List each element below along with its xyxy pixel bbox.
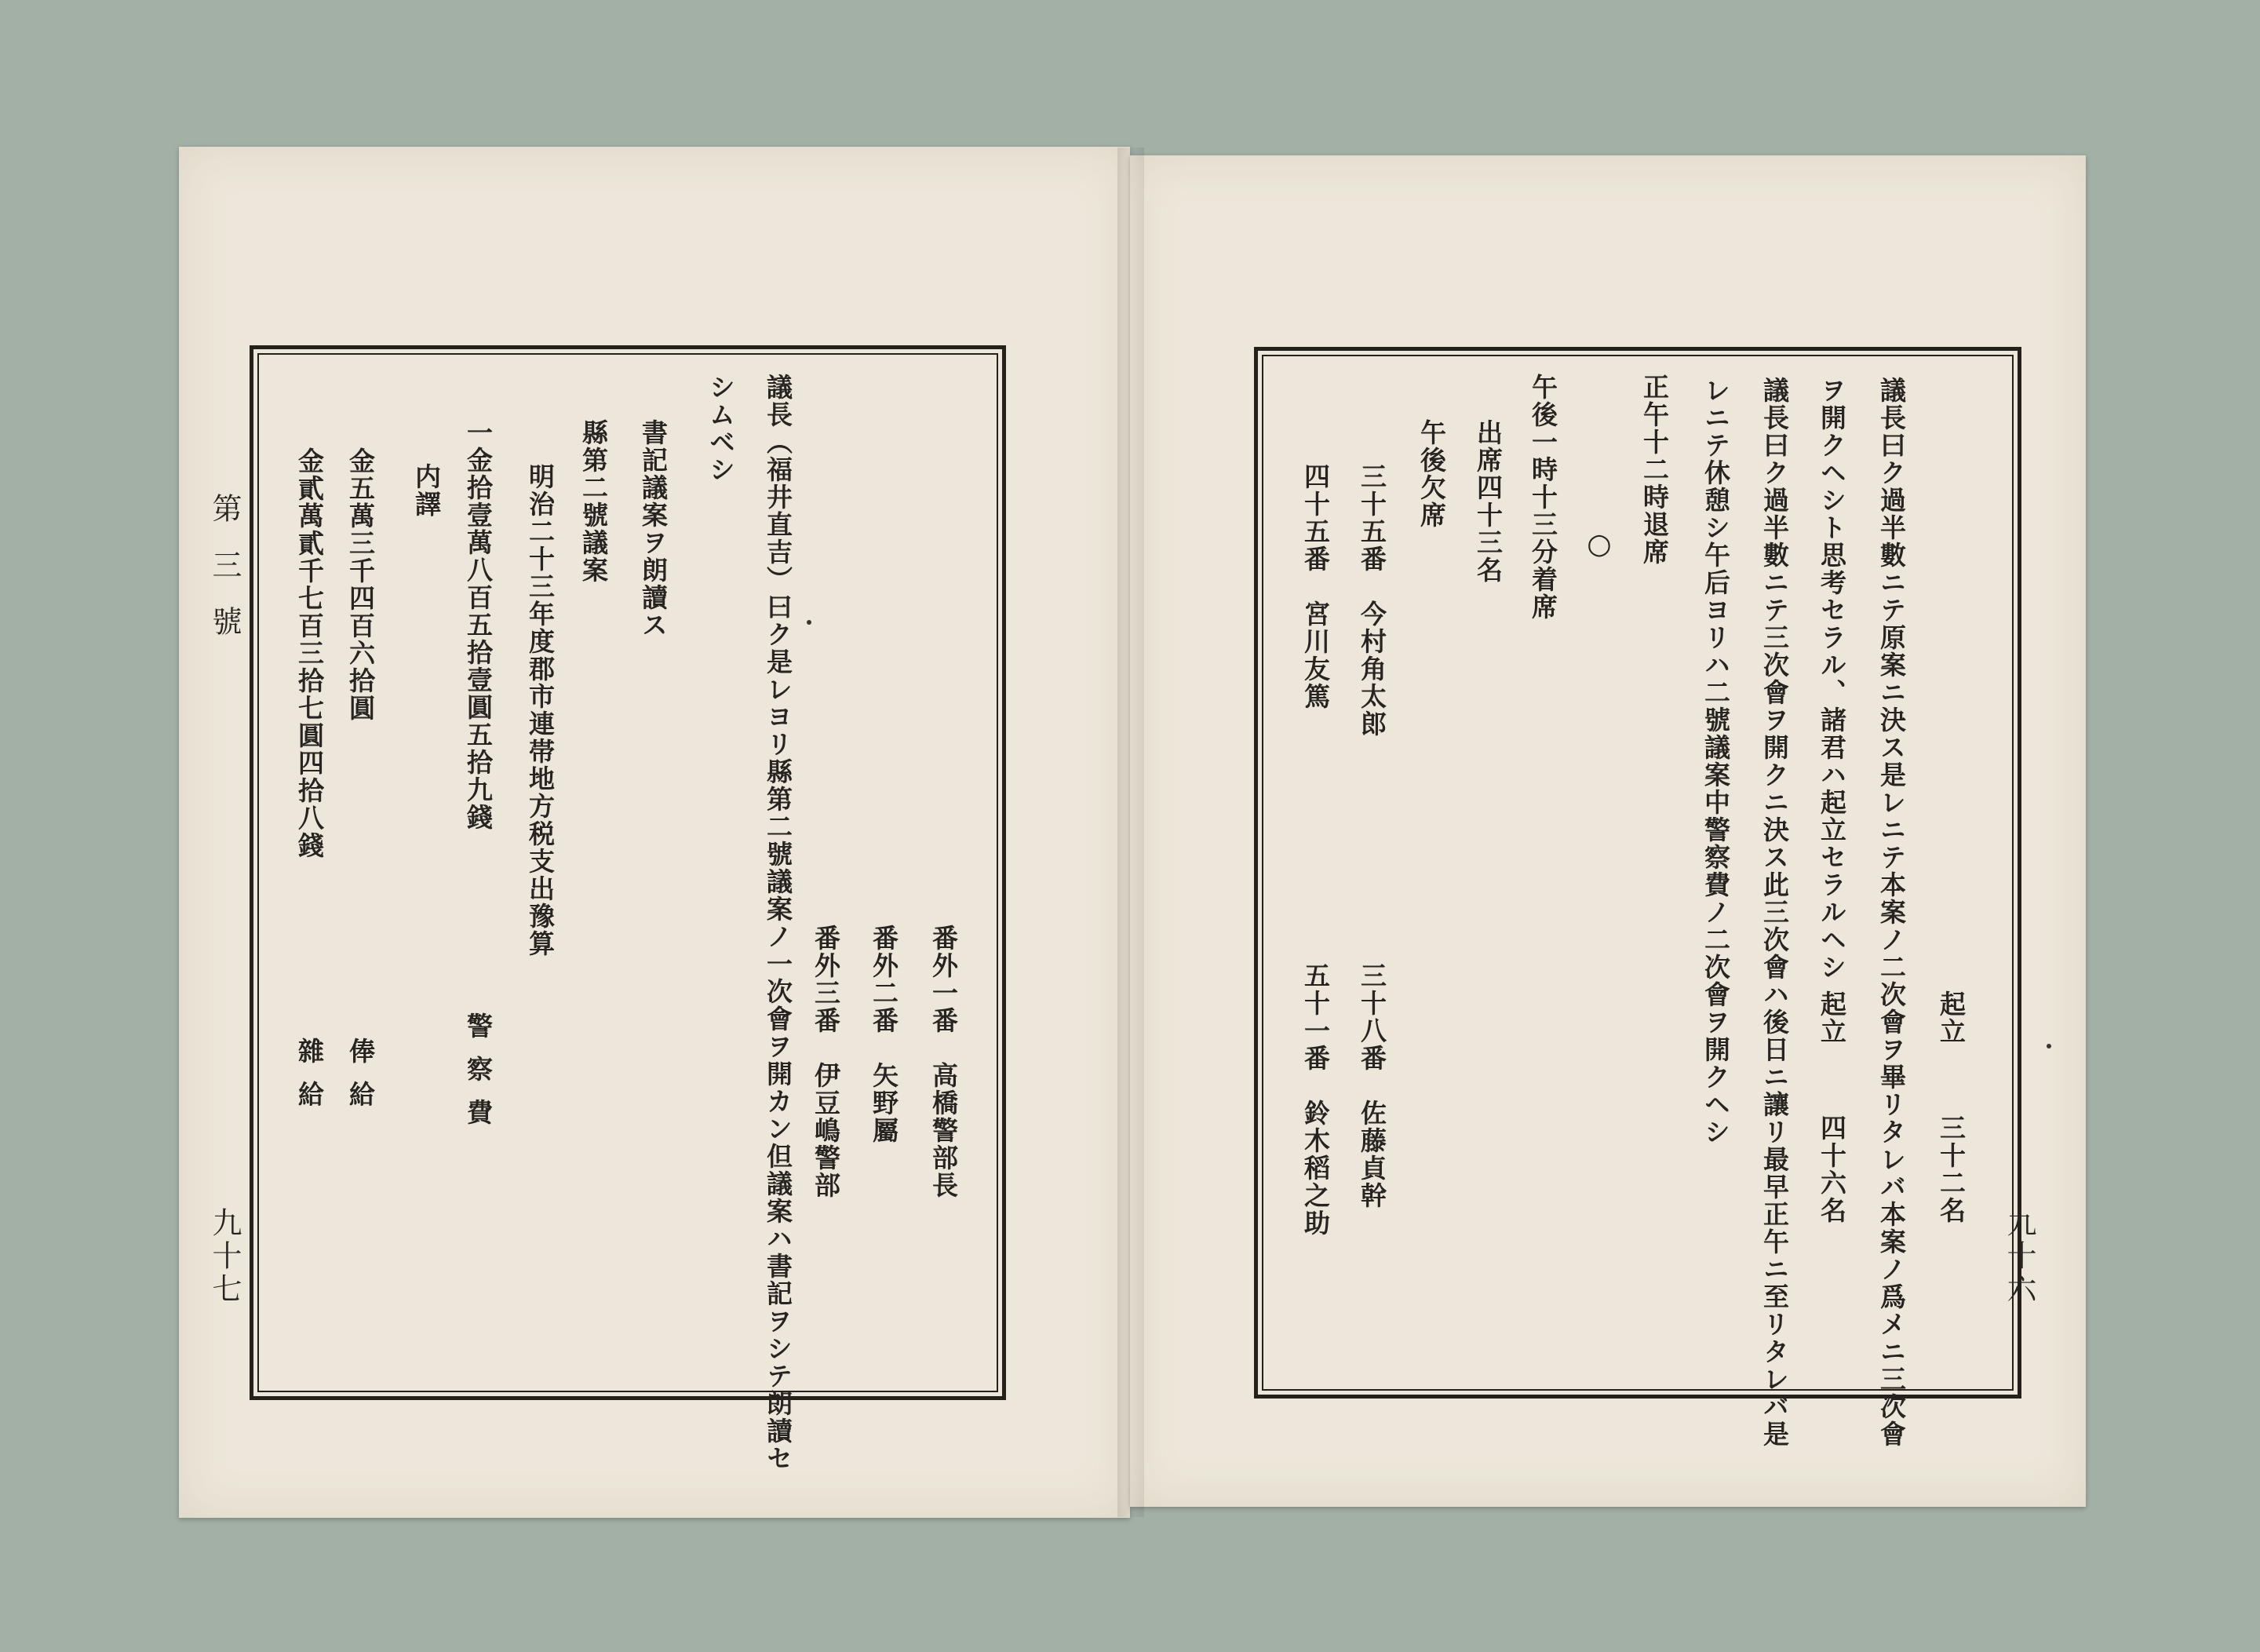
right-col-11: 午後一時十三分着席 [1528,374,1558,621]
right-col-15: 三十八番 佐藤貞幹 [1357,962,1387,1209]
page-number-left: 九十七 [207,1207,242,1306]
ink-speck [2047,1044,2051,1048]
left-col-9: 一金拾壹萬八百五拾壹圓五拾九錢 [463,419,494,831]
right-col-14: 三十五番 今村角太郎 [1357,463,1387,738]
left-col-10: 警察費 [463,1012,494,1142]
right-col-7: 議長曰ク過半數ニテ三次會ヲ開クニ決ス此三次會ハ後日ニ讓リ最早正午ニ至リタレバ是 [1759,377,1790,1448]
right-col-16: 四十五番 宮川友篤 [1300,463,1331,710]
left-col-6: 書記議案ヲ朗讀ス [638,419,669,639]
right-col-13: 午後欠席 [1416,419,1447,529]
right-col-5: 起立 [1817,990,1847,1045]
right-col-1: 起立 [1936,990,1967,1045]
right-col-4: ヲ開クヘシト思考セラル、諸君ハ起立セラルヘシ [1817,377,1847,981]
left-col-7: 縣第二號議案 [578,419,609,584]
page-number-right: 九十六 [2002,1207,2036,1306]
right-col-6: 四十六名 [1817,1114,1847,1224]
left-col-1: 番外一番 高橋警部長 [928,924,959,1199]
ink-speck [807,620,811,625]
issue-label: 第三號 [207,493,242,662]
left-col-2: 番外二番 矢野屬 [869,924,899,1144]
left-col-8: 明治二十三年度郡市連帯地方税支出豫算 [525,463,556,957]
right-col-2: 三十二名 [1936,1114,1967,1224]
left-col-11: 内譯 [411,463,442,518]
right-col-12: 出席四十三名 [1473,419,1504,584]
left-col-12: 金五萬三千四百六拾圓 [345,447,376,722]
right-col-3: 議長曰ク過半數ニテ原案ニ決ス是レニテ本案ノ二次會ヲ畢リタレバ本案ノ爲メニ三次會 [1876,377,1907,1448]
left-col-14: 金貳萬貳千七百三拾七圓四拾八錢 [294,447,325,859]
left-col-15: 雜給 [294,1038,325,1124]
section-circle-mark: ○ [1583,527,1616,562]
right-col-17: 五十一番 鈴木稻之助 [1300,962,1331,1237]
right-col-9: 正午十二時退席 [1639,374,1670,566]
left-col-5: シムベシ [705,374,736,483]
left-col-3: 番外三番 伊豆嶋警部 [811,924,841,1199]
left-col-13: 俸給 [345,1038,376,1124]
book-spine [1117,148,1144,1517]
left-col-4: 議長（福井直吉）曰ク是レヨリ縣第二號議案ノ一次會ヲ開カン但議案ハ書記ヲシテ朗讀セ [763,374,793,1472]
right-col-8: レニテ休憩シ午后ヨリハ二號議案中警察費ノ二次會ヲ開クヘシ [1700,377,1731,1146]
